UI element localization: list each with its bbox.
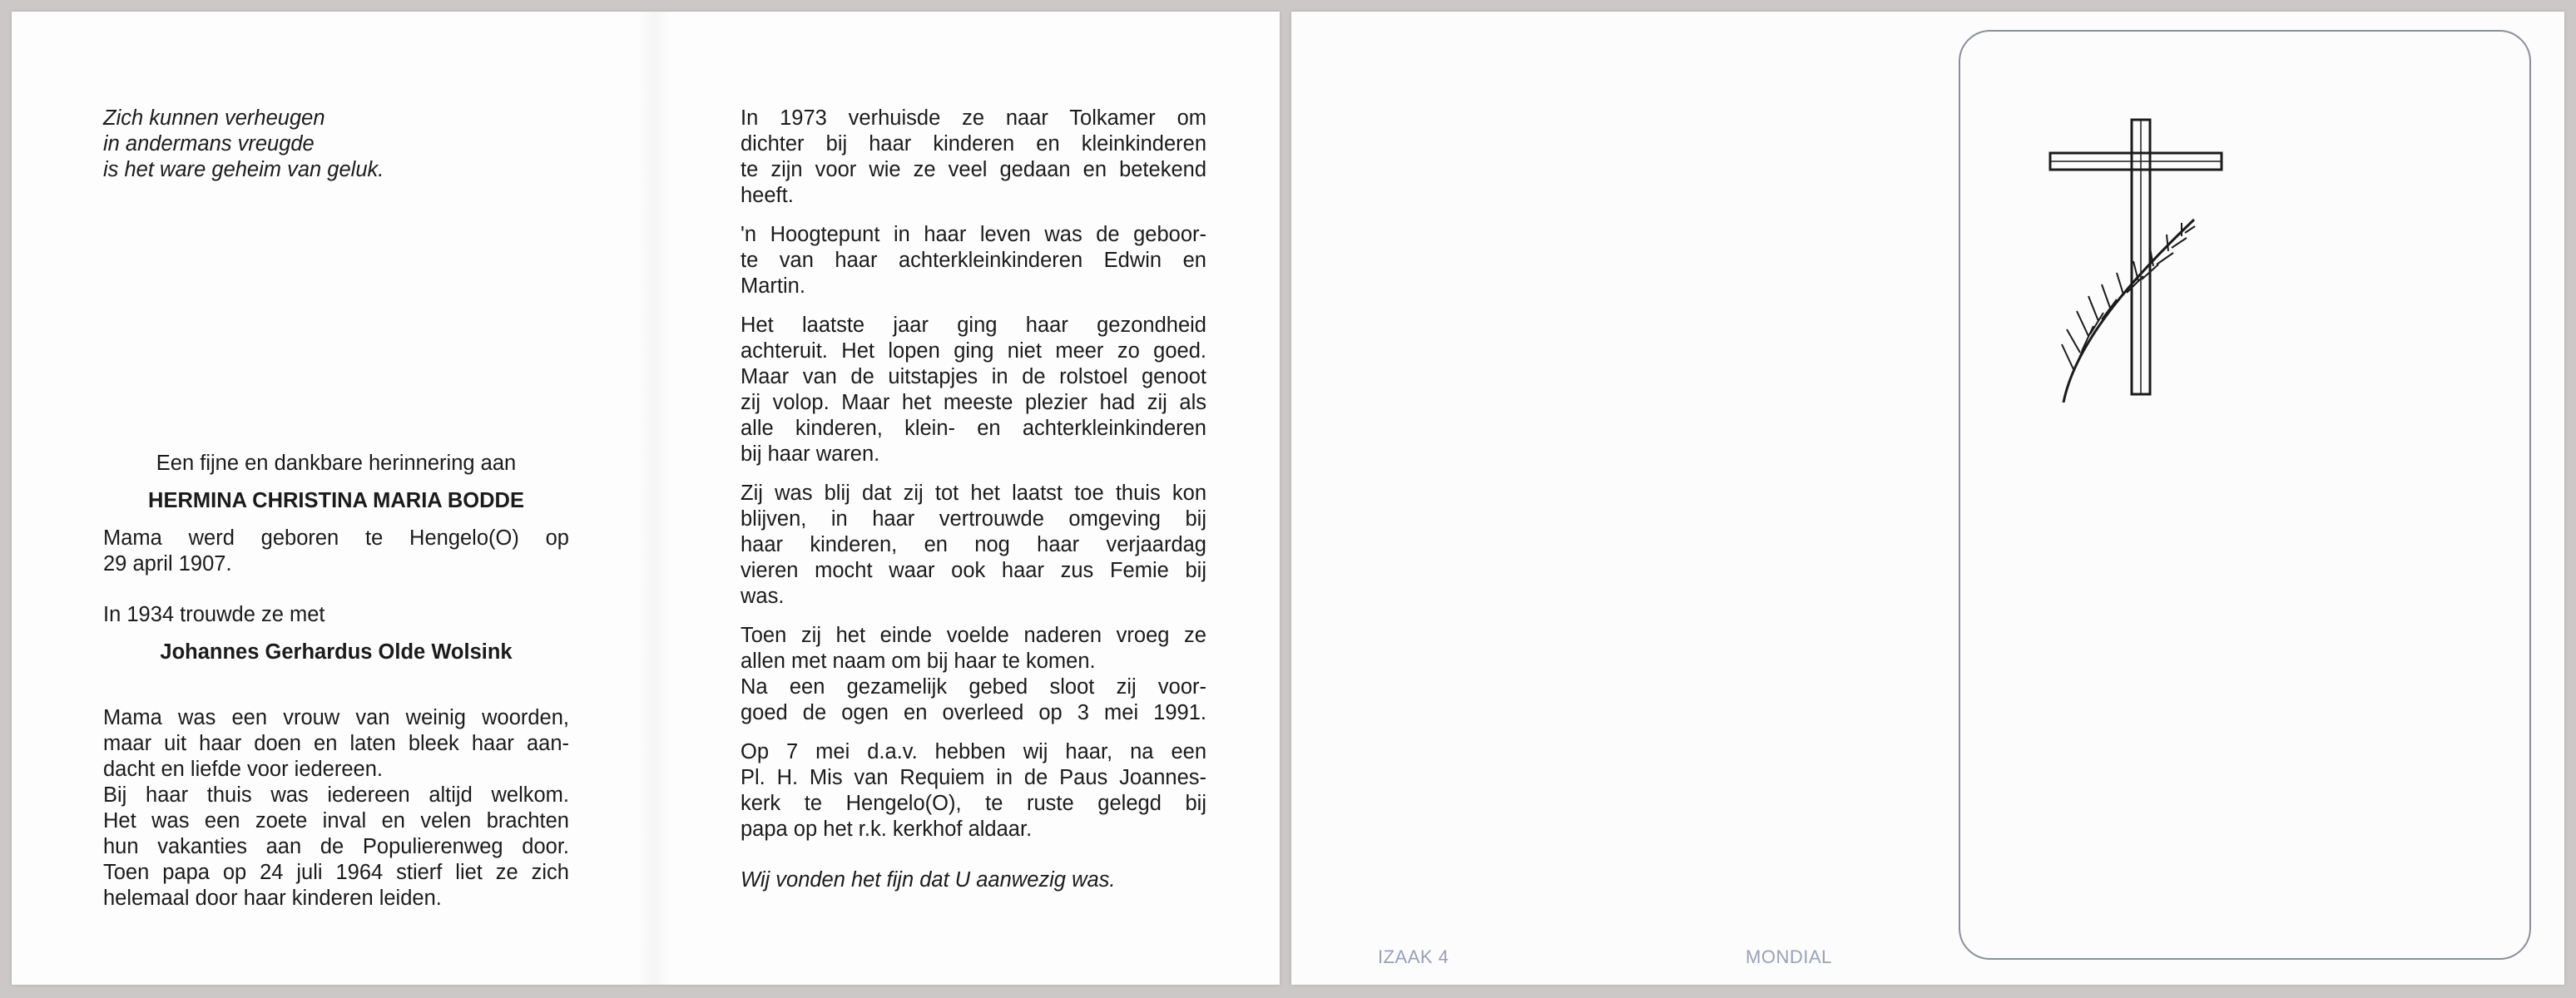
text-line: bij haar waren.	[741, 442, 880, 466]
text-line: Na een gezamelijk gebed sloot zij voor-	[741, 675, 1206, 699]
text-line: Toen zij het einde voelde naderen vroeg ze	[741, 624, 1206, 647]
text-line: zij volop. Maar het meeste plezier had zij als	[741, 391, 1206, 414]
spouse-name: Johannes Gerhardus Olde Wolsink	[160, 640, 513, 664]
text-line: haar kinderen, en nog haar verjaardag	[741, 533, 1206, 556]
text-line: Pl. H. Mis van Requiem in de Paus Joannes-	[741, 766, 1206, 789]
text-line: kerk te Hengelo(O), te ruste gelegd bij	[741, 792, 1206, 815]
text-line: In 1973 verhuisde ze naar Tolkamer om	[741, 106, 1206, 130]
motto-line: is het ware geheim van geluk.	[103, 158, 384, 181]
text-line: dacht en liefde voor iedereen.	[103, 758, 383, 781]
text-line: Mama was een vrouw van weinig woorden,	[103, 706, 569, 729]
text-line: Het laatste jaar ging haar gezondheid	[741, 314, 1206, 337]
deceased-name: HERMINA CHRISTINA MARIA BODDE	[148, 489, 524, 512]
moving-paragraph	[741, 106, 1206, 209]
text-line: blijven, in haar vertrouwde omgeving bij	[741, 507, 1206, 531]
text-line: Zij was blij dat zij tot het laatst toe thuis kon	[741, 482, 1206, 505]
text-line: Op 7 mei d.a.v. hebben wij haar, na een	[741, 740, 1206, 763]
text-line: te van haar achterkleinkinderen Edwin en	[741, 249, 1206, 272]
text-line: Maar van de uitstapjes in de rolstoel genoot	[741, 365, 1206, 388]
remembrance-intro: Een fijne en dankbare herinnering aan	[156, 452, 517, 475]
text-line: goed de ogen en overleed op 3 mei 1991.	[741, 701, 1206, 724]
life-paragraph	[103, 705, 569, 912]
text-line: achteruit. Het lopen ging niet meer zo goed.	[741, 339, 1206, 363]
text-line: Het was een zoete inval en velen brachten	[103, 809, 569, 832]
home-paragraph	[741, 481, 1206, 610]
married-intro: In 1934 trouwde ze met	[103, 603, 325, 626]
text-line: Mama werd geboren te Hengelo(O) op	[103, 526, 569, 550]
text-line: dichter bij haar kinderen en kleinkinderen	[741, 132, 1206, 156]
text-line: 29 april 1907.	[103, 552, 232, 576]
cross-with-palm-branch-icon	[2040, 103, 2223, 403]
text-line: alle kinderen, klein- en achterkleinkinderen	[741, 417, 1206, 440]
fold-crease	[637, 12, 671, 985]
closing-line: Wij vonden het fijn dat U aanwezig was.	[741, 868, 1116, 892]
text-line: maar uit haar doen en laten bleek haar aan-	[103, 732, 569, 755]
text-line: allen met naam om bij haar te komen.	[741, 650, 1096, 673]
birth-paragraph	[103, 526, 569, 577]
motto-line: Zich kunnen verheugen	[103, 106, 325, 130]
text-line: Toen papa op 24 juli 1964 stierf liet ze zich	[103, 861, 569, 884]
text-line: 'n Hoogtepunt in haar leven was de geboor-	[741, 223, 1206, 246]
health-paragraph	[741, 313, 1206, 467]
memorial-card-inside	[12, 12, 1280, 985]
motto-line: in andermans vreugde	[103, 132, 315, 156]
text-line: was.	[741, 585, 785, 608]
series-mark: IZAAK 4	[1378, 946, 1449, 967]
passing-paragraph	[741, 623, 1206, 726]
text-line: helemaal door haar kinderen leiden.	[103, 887, 442, 910]
memorial-card-cover	[1291, 12, 2564, 985]
text-line: vieren mocht waar ook haar zus Femie bij	[741, 559, 1206, 582]
text-line: papa op het r.k. kerkhof aldaar.	[741, 818, 1033, 841]
text-line: hun vakanties aan de Populierenweg door.	[103, 835, 569, 858]
brand-mark: MONDIAL	[1746, 946, 1832, 967]
motto	[103, 106, 569, 183]
text-line: heeft.	[741, 184, 794, 207]
burial-paragraph	[741, 739, 1206, 842]
right-text-column	[741, 106, 1206, 893]
highlight-paragraph	[741, 222, 1206, 299]
text-line: te zijn voor wie ze veel gedaan en betekend	[741, 158, 1206, 181]
text-line: Martin.	[741, 274, 805, 298]
left-text-column	[103, 106, 569, 925]
text-line: Bij haar thuis was iedereen altijd welkom.	[103, 783, 569, 807]
